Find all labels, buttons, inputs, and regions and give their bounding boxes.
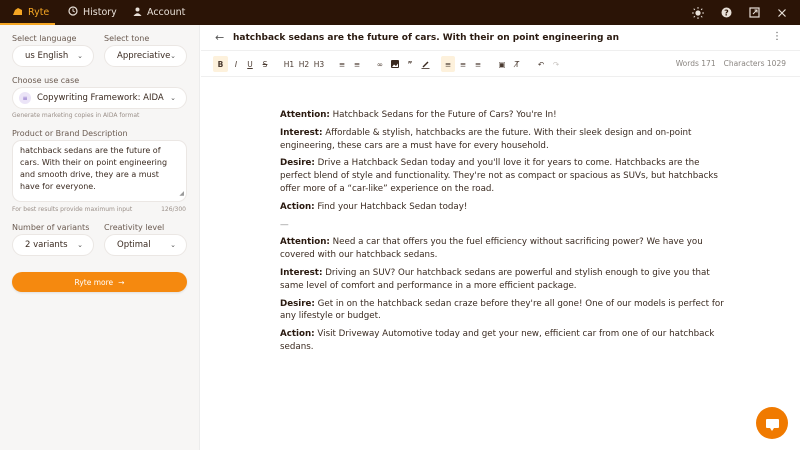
- align-left-icon[interactable]: ≡: [441, 56, 455, 72]
- use-case-select[interactable]: [12, 87, 187, 109]
- chevron-down-icon: ⌄: [170, 241, 176, 249]
- description-counter: 126/300: [161, 206, 186, 213]
- quote-icon[interactable]: ”: [407, 59, 413, 69]
- more-options-icon[interactable]: ⋮: [772, 31, 782, 42]
- tab-account-label: Account: [147, 7, 186, 18]
- undo-icon[interactable]: ↶: [537, 59, 545, 69]
- tone-label: Select tone: [104, 34, 150, 43]
- variant1-interest: Interest: Affordable & stylish, hatchbacks are the future. With their sleek design and on-point engineering, these cars are a must have for every household.: [280, 127, 692, 151]
- bullet-list-icon[interactable]: ≡: [338, 59, 346, 69]
- use-case-value: Copywriting Framework: AIDA: [37, 93, 164, 103]
- tab-history[interactable]: [68, 0, 117, 25]
- theme-sun-icon[interactable]: [684, 0, 712, 25]
- heading2-button[interactable]: H2: [298, 59, 310, 69]
- variant2-attention: Attention: Need a car that offers you the fuel efficiency without sacrificing power? We have you covered with our hatchback sedans.: [280, 237, 703, 261]
- description-label: Product or Brand Description: [12, 129, 128, 138]
- language-value: us English: [25, 51, 69, 61]
- highlight-pen-icon[interactable]: [418, 56, 432, 72]
- account-icon: [133, 7, 142, 19]
- use-case-label: Choose use case: [12, 76, 80, 85]
- help-icon[interactable]: [712, 0, 740, 25]
- chevron-down-icon: ⌄: [170, 52, 176, 60]
- tone-select[interactable]: [104, 45, 187, 67]
- variant2-desire: Desire: Get in on the hatchback sedan craze before they're all gone! One of our models is perfect for any lifestyle or budget.: [280, 298, 724, 322]
- ryte-more-button[interactable]: [12, 272, 187, 292]
- creativity-value: Optimal: [117, 240, 151, 250]
- description-hint: For best results provide maximum input: [12, 206, 133, 213]
- chevron-down-icon: ⌄: [170, 94, 176, 102]
- document-stats: [676, 59, 786, 68]
- chevron-down-icon: ⌄: [77, 52, 83, 60]
- description-textarea[interactable]: [12, 140, 187, 202]
- ryte-logo-icon: [12, 7, 23, 19]
- tab-history-label: History: [83, 7, 117, 18]
- redo-icon[interactable]: ↷: [552, 59, 560, 69]
- heading3-button[interactable]: H3: [313, 59, 325, 69]
- heading1-button[interactable]: H1: [283, 59, 295, 69]
- variant-separator: —: [280, 219, 289, 230]
- chevron-down-icon: ⌄: [77, 241, 83, 249]
- editor-panel: [201, 25, 800, 450]
- word-count: Words 171: [675, 59, 716, 68]
- embed-block-icon[interactable]: ▣: [498, 59, 506, 69]
- creativity-select[interactable]: [104, 234, 187, 256]
- chat-icon: [766, 419, 779, 428]
- chat-button[interactable]: [756, 407, 788, 439]
- variant1-action: Action: Find your Hatchback Sedan today!: [280, 201, 468, 212]
- variants-label: Number of variants: [12, 223, 90, 232]
- document-title: hatchback sedans are the future of cars. With their on point engineering an: [233, 32, 620, 43]
- sidebar: [0, 25, 200, 450]
- link-icon[interactable]: ∞: [376, 59, 384, 69]
- variant2-action: Action: Visit Driveway Automotive today and get your new, efficient car from one of our hatchback sedans.: [280, 329, 715, 352]
- align-right-icon[interactable]: ≡: [474, 59, 482, 69]
- tab-ryte[interactable]: [0, 0, 55, 25]
- numbered-list-icon[interactable]: ≡: [353, 59, 361, 69]
- tone-value: Appreciative: [117, 51, 171, 61]
- language-label: Select language: [12, 34, 77, 43]
- arrow-right-icon: →: [118, 277, 125, 287]
- use-case-hint: Generate marketing copies in AIDA format: [12, 112, 140, 119]
- align-center-icon[interactable]: ≡: [459, 59, 467, 69]
- history-icon: [68, 6, 78, 19]
- language-select[interactable]: [12, 45, 94, 67]
- clear-formatting-icon[interactable]: T̸: [514, 59, 520, 69]
- back-arrow-icon[interactable]: ←: [215, 31, 225, 44]
- close-icon[interactable]: [768, 0, 796, 25]
- formatting-toolbar: [201, 51, 800, 77]
- open-external-icon[interactable]: [740, 0, 768, 25]
- bold-button[interactable]: B: [213, 56, 228, 72]
- svg-text:?: ?: [723, 8, 729, 18]
- tab-ryte-label: Ryte: [28, 7, 50, 18]
- italic-button[interactable]: I: [234, 59, 238, 69]
- resize-handle-icon[interactable]: ◢: [179, 190, 184, 197]
- window-controls: [684, 0, 800, 25]
- variants-select[interactable]: [12, 234, 94, 256]
- underline-button[interactable]: U: [247, 59, 253, 69]
- description-value: hatchback sedans are the future of cars. With their on point engineering and smooth drive, they are a must have for everyone.: [20, 146, 168, 191]
- variant2-interest: Interest: Driving an SUV? Our hatchback sedans are powerful and stylish enough to give you that same level of comfort and performance in a more efficient package.: [280, 267, 710, 291]
- aida-framework-icon: ≡: [19, 92, 31, 104]
- variants-value: 2 variants: [25, 240, 68, 250]
- image-icon[interactable]: [388, 56, 402, 72]
- variant1-desire: Desire: Drive a Hatchback Sedan today and you'll love it for years to come. Hatchbacks are the perfect blend of style and functionality. They're not as compact or spacious as SUVs, but hatchbacks offer more of a “car-like” experience on the road.: [280, 158, 718, 194]
- strikethrough-button[interactable]: S: [262, 59, 268, 69]
- variant1-attention: Attention: Hatchback Sedans for the Future of Cars? You're In!: [280, 110, 557, 120]
- top-bar: [0, 0, 800, 25]
- tab-account[interactable]: [133, 0, 185, 25]
- ryte-more-label: Ryte more: [74, 277, 114, 287]
- creativity-label: Creativity level: [104, 223, 165, 232]
- generated-content[interactable]: [280, 109, 730, 359]
- document-header: [201, 25, 800, 51]
- character-count: Characters 1029: [723, 59, 786, 68]
